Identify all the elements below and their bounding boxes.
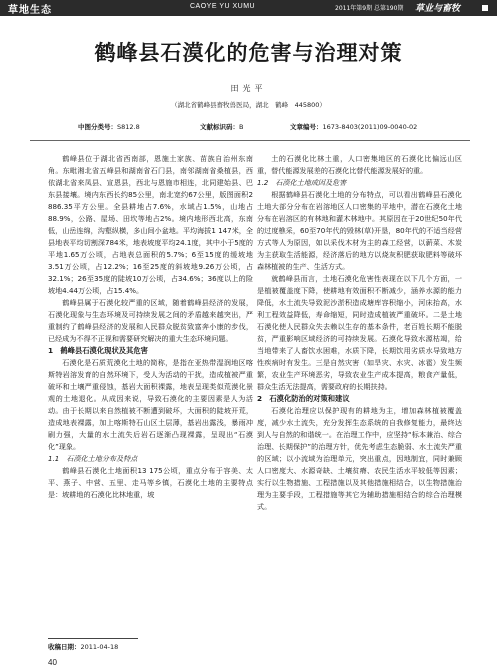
journal-pinyin: CAOYE YU XUMU <box>190 3 256 10</box>
header-divider <box>30 140 470 141</box>
body-paragraph: 根据鹤峰县石漠化土地的分布特点，可以看出鹤峰县石漠化土地大部分分布在岩溶地区人口密集的平地中，潜在石漠化土地分布在岩溶区的有林地和灌木林地中。其原因在于20世纪50年代的过度樵采，60至70年代的毁林(草)开垦，80年代的不适当经营方式等人为原因，如以采伐木材为主的森工经营，以薪菜、木炭为主获取生活能源，经济落后的地方以烧灰积肥获取肥料等破坏森林植被的生产、生活方式。 <box>257 190 462 271</box>
document-code: 文献标识码：B <box>200 123 244 131</box>
right-column <box>257 153 462 513</box>
body-paragraph: 石漠化治理应以保护现有的耕地为主，增加森林植被覆盖度，减少水土流失，充分发挥生态系统的自我修复能力，最终达到人与自然的和谐统一。在治理工作中，应坚持“标本兼治、综合治理、长期保护”的治理方针，优先考虑生态脆弱、水土流失严重的区域；以小流域为治理单元，突出重点，因地制宜，同时兼顾人口密度大、水源奇缺、土壤贫瘠、农民生活水平较低等因素；实行以生物措施、工程措施以及其他措施相结合，以生物措施治理为主要手段，工程措施等其它为辅助措施相结合的综合治理模式。 <box>257 406 462 511</box>
body-paragraph: 土的石漠化比林土重，人口密集地区的石漠化比偏远山区重，替代能源发展差的石漠化比替代能源发展好的重。 <box>257 154 462 175</box>
header-square-mark <box>482 5 488 11</box>
body-paragraph: 鹤峰县位于湖北省西南部，恩施土家族、苗族自治州东南角。东毗湘北省五峰县和湖南省石门县，南邻湖南省桑植县，西依湖北省来凤县、宣恩县，西北与恩施市相连，北同建始县、巴东县接壤。境内东西长约85公里，南北宽约67公里，版图面积2 886.35平方公里。全县耕地占7.6%，水域占1.5%，山地占88.9%，公路、屋场、田坎等地占2%。境内地形西北高，东南低，山岳连绵，沟壑纵横，多山间小盆地。平均海拔1 147米，全县地表平均切割深784米，地表坡度平均24.1度，其中小于5度的平地1.65万公顷，占地表总面积的5.7%；6至15度的缓坡地3.51万公顷，占12.2%；16至25度的斜坡地9.26万公顷，占32.1%；26至35度的陡坡10万公顷，占34.6%；36度以上的险坡地4.44万公顷，占15.4%。 <box>48 154 253 295</box>
left-column <box>48 153 253 501</box>
journal-header-bar <box>0 0 497 16</box>
section-heading: 1.2 石漠化土地成因及危害 <box>257 178 347 187</box>
section-heading: 1.1 石漠化土地分布及特点 <box>48 454 138 463</box>
received-date: 收稿日期：2011-04-18 <box>48 643 119 651</box>
clc-number: 中图分类号：S812.8 <box>78 123 140 131</box>
section-heading: 1 鹤峰县石漠化现状及其危害 <box>48 346 148 355</box>
section-name: 草业与畜牧 <box>415 4 461 14</box>
issue-info: 2011年第9期 总第190期 <box>335 5 404 12</box>
author-affiliation: （湖北省鹤峰县畜牧兽医局，湖北 鹤峰 445800） <box>171 101 326 109</box>
article-id: 文章编号：1673-8403(2011)09-0040-02 <box>290 123 418 131</box>
author-name: 田光平 <box>230 84 267 93</box>
body-paragraph: 鹤峰县属于石漠化较严重的区域，随着鹤峰县经济的发展，石漠化现象与生态环境及可持续发展之间的矛盾越来越突出，严重制约了鹤峰县经济的发展和人民群众脱贫致富奔小康的步伐，已经成为不得不正视和需要研究解决的重大生态环境问题。 <box>48 298 253 343</box>
body-paragraph: 就鹤峰县而言，土地石漠化危害性表现在以下几个方面，一是植被覆盖度下降，使耕地有效面积不断减少，涵养水源的能力降低，水土流失导致泥沙淤积造成塘库容积缩小，河床抬高，水利工程效益降低，寿命缩短，同时造成植被严重破坏。二是土地石漠化使人民群众失去赖以生存的基本条件，老百姓长期不能脱贫，严重影响区域经济的可持续发展。石漠化导致水源枯竭，给当地带来了人畜饮水困难，水质下降，长期饮用劣质水导致地方性疾病时有发生。三是自然灾害（如旱灾、水灾、冰雹）发生频繁，农业生产环境恶劣，导致农业生产成本提高，粮食产量低，群众生活无法提高，需要政府的长期扶持。 <box>257 274 462 391</box>
page-number: 40 <box>48 658 57 667</box>
article-title: 鹤峰县石漠化的危害与治理对策 <box>94 40 403 65</box>
footnote-divider <box>48 638 138 639</box>
journal-name: 草地生态 <box>8 5 52 16</box>
section-heading: 2 石漠化防治的对策和建议 <box>257 394 350 403</box>
body-paragraph: 石漠化是石质荒漠化土地的简称，是指在亚热带湿润地区喀斯特岩溶发育的自然环境下，受人为活动的干扰，造成植被严重破坏和土壤严重侵蚀，基岩大面积裸露，地表呈现类似荒漠化景观的土地退化。从成因来说，导致石漠化的主要因素是人为活动。由于长期以来自然植被不断遭到破坏，大面积的陡坡开荒，造成地表裸露，加上喀斯特石山区土层薄，基岩出露浅，暴雨冲刷力强，大量的水土流失后岩石逐渐凸现裸露，呈现出“石漠化”现象。 <box>48 358 253 451</box>
body-paragraph: 鹤峰县石漠化土地面积13 175公顷，重点分布于容美、太平、燕子、中营、五里、走马等乡镇，石漠化土地的主要特点是：坡耕地的石漠化比林地重，坡 <box>48 466 253 499</box>
